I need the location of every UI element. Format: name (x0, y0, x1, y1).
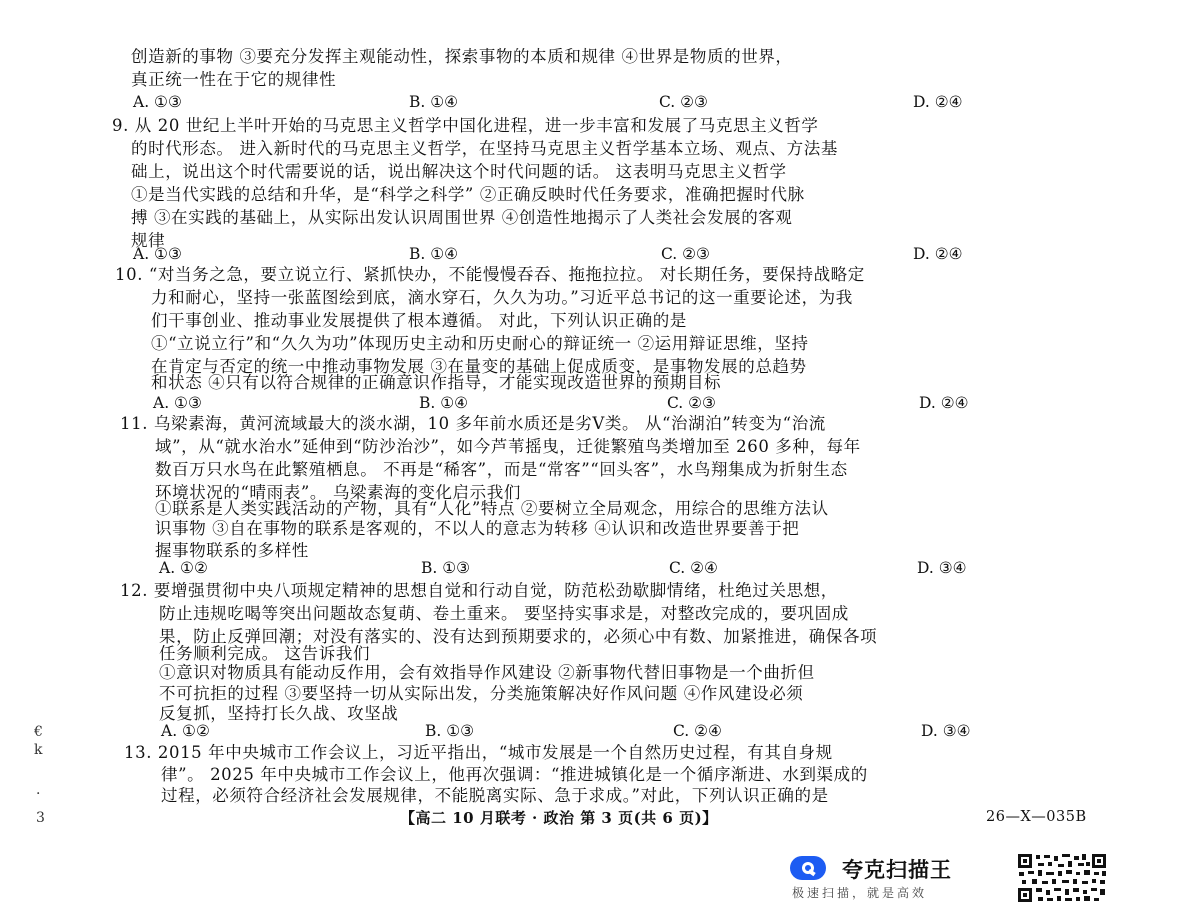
option-d: D. ②④ (913, 245, 963, 263)
option-b: B. ①④ (409, 93, 459, 111)
text-line: 力和耐心，坚持一张蓝图绘到底，滴水穿石，久久为功。”习近平总书记的这一重要论述，为我 (151, 288, 853, 307)
text-line: 环境状况的“晴雨表”。 乌梁素海的变化启示我们 (155, 483, 521, 502)
text-line: 握事物联系的多样性 (155, 541, 309, 560)
option-a: A. ①③ (133, 245, 182, 263)
text-line: 规律 (131, 231, 166, 250)
option-d: D. ③④ (921, 722, 971, 740)
option-d: D. ②④ (913, 93, 963, 111)
text-line: 不可抗拒的过程 ③要坚持一切从实际出发，分类施策解决好作风问题 ④作风建设必须 (159, 684, 804, 703)
text-line: 创造新的事物 ③要充分发挥主观能动性，探索事物的本质和规律 ④世界是物质的世界， (131, 47, 793, 66)
text-line: 域”，从“就水治水”延伸到“防沙治沙”，如今芦苇摇曳，迁徙繁殖鸟类增加至 260 多种，每年 (155, 437, 861, 456)
margin-mark: € (34, 724, 43, 740)
text-line: 搏 ③在实践的基础上，从实际出发认识周围世界 ④创造性地揭示了人类社会发展的客观 (131, 208, 793, 227)
margin-mark: k (34, 742, 43, 758)
text-line: 们干事创业、推动事业发展提供了根本遵循。 对此，下列认识正确的是 (151, 311, 687, 330)
text-line: 防止违规吃喝等突出问题故态复萌、卷土重来。 要坚持实事求是，对整改完成的，要巩固成 (159, 604, 849, 623)
scanner-tagline: 极速扫描，就是高效 (792, 886, 928, 900)
question-9-stem: 9. 从 20 世纪上半叶开始的马克思主义哲学中国化进程，进一步丰富和发展了马克思主义哲学 (112, 116, 819, 135)
margin-mark: · (36, 786, 41, 802)
text-line: ①是当代实践的总结和升华，是“科学之科学” ②正确反映时代任务要求，准确把握时代脉 (131, 185, 805, 204)
question-11-stem: 11. 乌梁素海，黄河流域最大的淡水湖，10 多年前水质还是劣Ⅴ类。 从“治湖泊”转变为“治流 (120, 414, 826, 433)
qr-code-icon (1016, 852, 1108, 904)
option-a: A. ①③ (133, 93, 182, 111)
text-line: ①意识对物质具有能动反作用，会有效指导作风建设 ②新事物代替旧事物是一个曲折但 (159, 663, 815, 682)
quark-logo-icon (790, 856, 826, 880)
text-line: 在肯定与否定的统一中推动事物发展 ③在量变的基础上促成质变，是事物发展的总趋势 (151, 357, 807, 376)
option-d: D. ③④ (917, 559, 967, 577)
text-line: 的时代形态。 进入新时代的马克思主义哲学，在坚持马克思主义哲学基本立场、观点、方法基 (131, 139, 838, 158)
text-line: ①“立说立行”和“久久为功”体现历史主动和历史耐心的辩证统一 ②运用辩证思维，坚持 (151, 334, 809, 353)
option-d: D. ②④ (919, 394, 969, 412)
option-c: C. ②③ (661, 245, 710, 263)
option-b: B. ①④ (419, 394, 469, 412)
option-c: C. ②④ (669, 559, 718, 577)
text-line: 数百万只水鸟在此繁殖栖息。 不再是“稀客”，而是“常客”“回头客”，水鸟翔集成为折射生态 (155, 460, 848, 479)
option-c: C. ②③ (667, 394, 716, 412)
text-line: 反复抓，坚持打长久战、攻坚战 (159, 704, 399, 723)
text-line: 和状态 ④只有以符合规律的正确意识作指导，才能实现改造世界的预期目标 (151, 373, 722, 392)
text-line: 识事物 ③自在事物的联系是客观的，不以人的意志为转移 ④认识和改造世界要善于把 (155, 519, 800, 538)
text-line: ①联系是人类实践活动的产物，具有“人化”特点 ②要树立全局观念，用综合的思维方法认 (155, 499, 829, 518)
question-10-stem: 10. “对当务之急，要立说立行、紧抓快办，不能慢慢吞吞、拖拖拉拉。 对长期任务，要保持战略定 (115, 265, 865, 284)
text-line: 任务顺利完成。 这告诉我们 (159, 644, 371, 663)
margin-mark: 3 (36, 810, 45, 826)
option-a: A. ①③ (153, 394, 202, 412)
scanner-watermark (790, 848, 1120, 904)
option-b: B. ①③ (421, 559, 471, 577)
option-a: A. ①② (161, 722, 210, 740)
question-13-stem: 13. 2015 年中央城市工作会议上，习近平指出，“城市发展是一个自然历史过程，有其自身规 (124, 743, 833, 762)
option-b: B. ①④ (409, 245, 459, 263)
text-line: 律”。 2025 年中央城市工作会议上，他再次强调：“推进城镇化是一个循序渐进、水到渠成的 (161, 765, 868, 784)
option-b: B. ①③ (425, 722, 475, 740)
exam-code: 26—X—035B (986, 809, 1087, 825)
text-line: 础上，说出这个时代需要说的话，说出解决这个时代问题的话。 这表明马克思主义哲学 (131, 162, 787, 181)
scanner-app-name: 夸克扫描王 (842, 858, 952, 882)
option-c: C. ②④ (673, 722, 722, 740)
option-c: C. ②③ (659, 93, 708, 111)
text-line: 真正统一性在于它的规律性 (131, 70, 337, 89)
text-line: 过程，必须符合经济社会发展规律，不能脱离实际、急于求成。”对此，下列认识正确的是 (161, 786, 829, 805)
text-line: 果，防止反弹回潮；对没有落实的、没有达到预期要求的，必须心中有数、加紧推进，确保各项 (159, 627, 878, 646)
page-footer: 【高二 10 月联考 · 政治 第 3 页(共 6 页)】 (400, 809, 718, 827)
option-a: A. ①② (159, 559, 208, 577)
question-12-stem: 12. 要增强贯彻中央八项规定精神的思想自觉和行动自觉，防范松劲歇脚情绪，杜绝过关思想， (120, 581, 838, 600)
